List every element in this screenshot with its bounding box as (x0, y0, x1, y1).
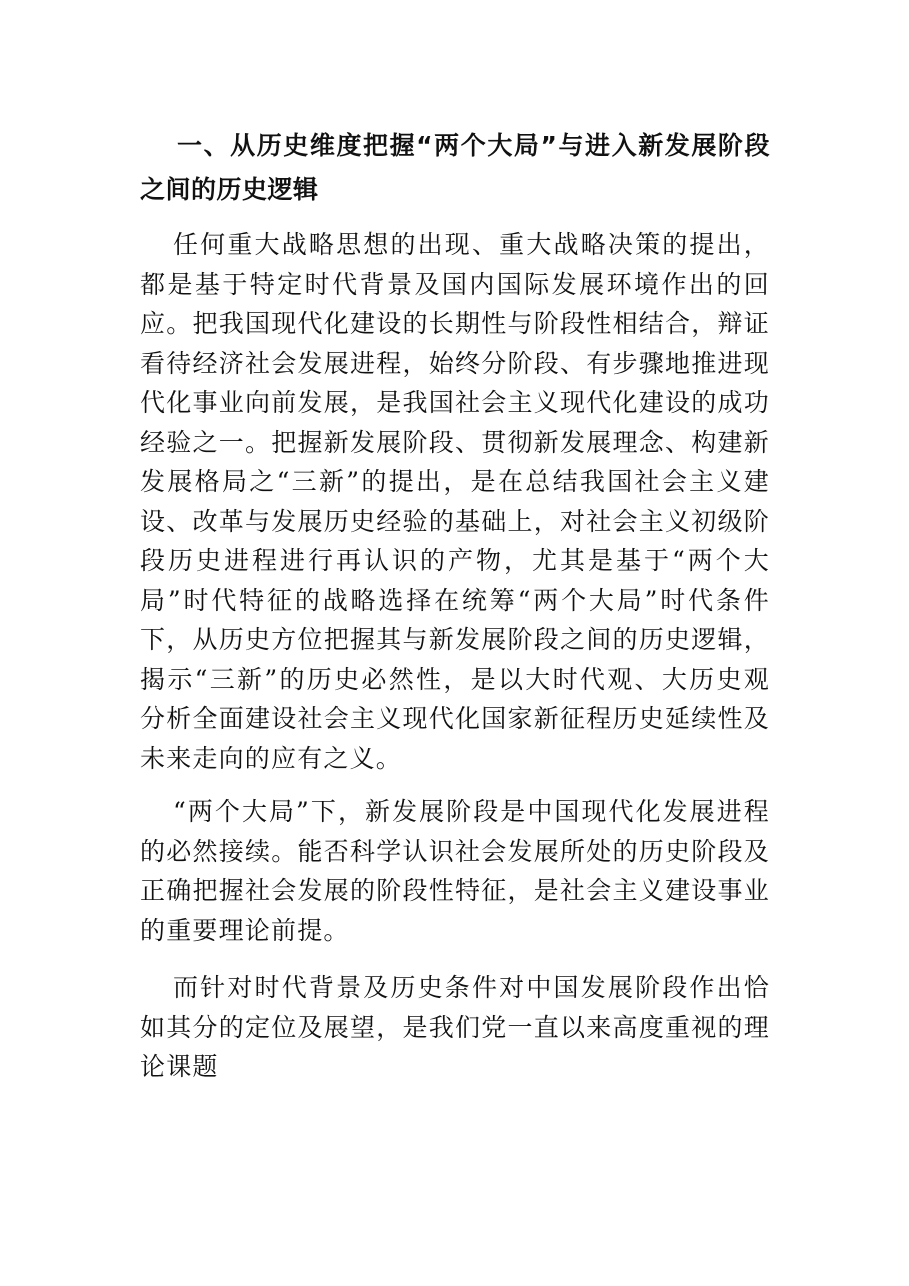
section-heading: 一、从历史维度把握“两个大局”与进入新发展阶段之间的历史逻辑 (140, 131, 770, 204)
paragraph-1: 任何重大战略思想的出现、重大战略决策的提出，都是基于特定时代背景及国内国际发展环境作出的回应。把我国现代化建设的长期性与阶段性相结合，辩证看待经济社会发展进程，始终分阶段、有步骤地推进现代化事业向前发展，是我国社会主义现代化建设的成功经验之一。把握新发展阶段、贯彻新发展理念、构建新发展格局之“三新”的提出，是在总结我国社会主义建设、改革与发展历史经验的基础上，对社会主义初级阶段历史进程进行再认识的产物，尤其是基于“两个大局”时代特征的战略选择在统筹“两个大局”时代条件下，从历史方位把握其与新发展阶段之间的历史逻辑，揭示“三新”的历史必然性，是以大时代观、大历史观分析全面建设社会主义现代化国家新征程历史延续性及未来走向的应有之义。 (140, 230, 770, 773)
paragraph-2: “两个大局”下，新发展阶段是中国现代化发展进程的必然接续。能否科学认识社会发展所处的历史阶段及正确把握社会发展的阶段性特征，是社会主义建设事业的重要理论前提。 (140, 797, 770, 945)
document-body (140, 124, 770, 1105)
paragraph-3: 而针对时代背景及历史条件对中国发展阶段作出恰如其分的定位及展望，是我们党一直以来高度重视的理论课题 (140, 973, 770, 1081)
